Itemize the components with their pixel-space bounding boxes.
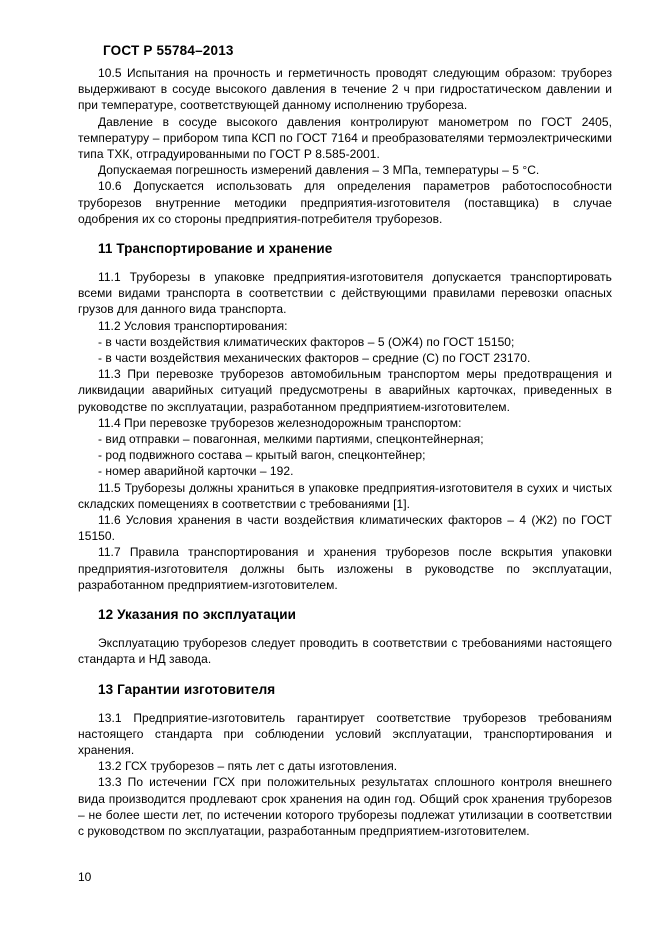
list-item-mechanical-factors: - в части воздействия механических факторов – средние (С) по ГОСТ 23170. bbox=[98, 351, 531, 366]
section-heading-13: 13 Гарантии изготовителя bbox=[98, 681, 276, 697]
paragraph-11-4: 11.4 При перевозке труборезов железнодорожным транспортом: bbox=[98, 415, 462, 430]
paragraph-11-1: 11.1 Труборезы в упаковке предприятия-изготовителя допускается транспортировать всеми видами транспорта в соответствии с действующими правилами перевозки опасных грузов для данного вида транспорта. bbox=[78, 270, 612, 317]
paragraph-11-7: 11.7 Правила транспортирования и хранения труборезов после вскрытия упаковки предприятия-изготовителя должны быть изложены в руководстве по эксплуатации, разработанном предприятием-изготовителем. bbox=[78, 545, 612, 592]
section-heading-12: 12 Указания по эксплуатации bbox=[98, 607, 297, 623]
paragraph-10-6: 10.6 Допускается использовать для определения параметров работоспособности труборезов внутренние методики предприятия-изготовителя (поставщика) в случае одобрения их со стороны предприятия-потребителя труборезов. bbox=[78, 179, 612, 226]
paragraph-11-3: 11.3 При перевозке труборезов автомобильным транспортом меры предотвращения и ликвидации аварийных ситуаций предусмотрены в аварийных карточках, приведенных в руководстве по эксплуатации, разработанном предприятием-изготовителем. bbox=[78, 367, 612, 414]
list-item-shipment-type: - вид отправки – повагонная, мелкими партиями, спецконтейнерная; bbox=[98, 432, 484, 447]
paragraph-pressure-control: Давление в сосуде высокого давления контролируют манометром по ГОСТ 2405, температуру – прибором типа КСП по ГОСТ 7164 и преобразователями термоэлектрическими типа ТХК, отградуированными по ГОСТ Р 8.585-2001. bbox=[78, 114, 612, 162]
paragraph-11-5: 11.5 Труборезы должны храниться в упаковке предприятия-изготовителя в сухих и чистых складских помещениях в соответствии с требованиями [1]. bbox=[78, 480, 612, 511]
page-number: 10 bbox=[78, 870, 92, 884]
paragraph-11-6: 11.6 Условия хранения в части воздействия климатических факторов – 4 (Ж2) по ГОСТ 15150. bbox=[78, 513, 612, 544]
paragraph-measurement-error: Допускаемая погрешность измерений давления – 3 МПа, температуры – 5 °С. bbox=[98, 163, 540, 178]
paragraph-12-body: Эксплуатацию труборезов следует проводить в соответствии с требованиями настоящего стандарта и НД завода. bbox=[78, 636, 612, 667]
list-item-emergency-card-number: - номер аварийной карточки – 192. bbox=[98, 464, 294, 479]
page-content bbox=[78, 42, 612, 839]
paragraph-13-3: 13.3 По истечении ГСХ при положительных результатах сплошного контроля внешнего вида производится продлевают срок хранения на один год. Общий срок хранения труборезов – не более шести лет, по истечении которого труборезы подлежат утилизации в соответствии с руководством по эксплуатации, разработанным предприятием-изготовителем. bbox=[78, 775, 612, 838]
list-item-climatic-factors: - в части воздействия климатических факторов – 5 (ОЖ4) по ГОСТ 15150; bbox=[98, 334, 515, 349]
paragraph-11-2: 11.2 Условия транспортирования: bbox=[98, 318, 288, 333]
section-heading-11: 11 Транспортирование и хранение bbox=[98, 241, 333, 257]
paragraph-13-1: 13.1 Предприятие-изготовитель гарантирует соответствие труборезов требованиям настоящего стандарта при соблюдении условий эксплуатации, транспортирования и хранения. bbox=[78, 710, 612, 757]
list-item-rolling-stock: - род подвижного состава – крытый вагон, спецконтейнер; bbox=[98, 448, 426, 463]
running-header: ГОСТ Р 55784–2013 bbox=[103, 43, 234, 58]
paragraph-10-5: 10.5 Испытания на прочность и герметичность проводят следующим образом: труборез выдерживают в сосуде высокого давления в течение 2 ч при гидростатическом давлении и при температуре, соответствующей данному исполнению трубореза. bbox=[78, 66, 612, 113]
paragraph-13-2: 13.2 ГСХ труборезов – пять лет с даты изготовления. bbox=[98, 759, 398, 774]
